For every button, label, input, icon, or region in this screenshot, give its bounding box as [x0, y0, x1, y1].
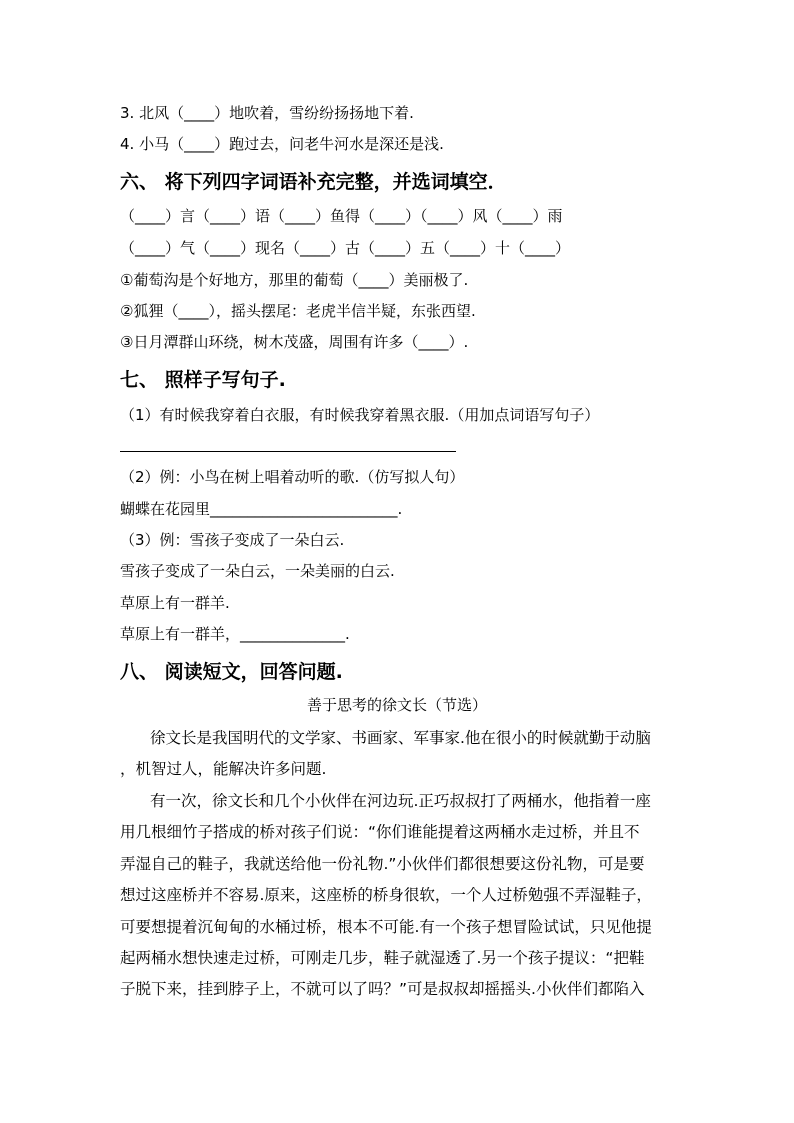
section-6-heading: 六、 将下列四字词语补充完整，并选词填空． [120, 171, 507, 193]
fill-question-2: ②狐狸（____），摇头摆尾：老虎半信半疑，东张西望. [120, 302, 476, 320]
question-item-4: 4. 小马（____）跑过去，问老牛河水是深还是浅. [120, 135, 444, 153]
section-7-heading: 七、 照样子写句子. [120, 369, 286, 391]
exercise-3-answer-line: 草原上有一群羊，______________. [120, 625, 350, 643]
idiom-row-2: （____）气（____）现名（____）古（____）五（____）十（____） [120, 239, 571, 257]
passage-line: 可要想提着沉甸甸的水桶过桥，根本不可能.有一个孩子想冒险试试，只见他提 [120, 918, 652, 936]
passage-line: 起两桶水想快速走过桥，可刚走几步，鞋子就湿透了.另一个孩子提议：“把鞋 [120, 949, 645, 967]
passage-title: 善于思考的徐文长（节选） [306, 696, 487, 714]
passage-line: 徐文长是我国明代的文学家、书画家、军事家.他在很小的时候就勤于动脑 [150, 729, 651, 747]
passage-line: 弄湿自己的鞋子，我就送给他一份礼物.”小伙伴们都很想要这份礼物，可是要 [120, 855, 645, 873]
exercise-3-model: 雪孩子变成了一朵白云，一朵美丽的白云. [120, 562, 395, 580]
fill-question-3: ③日月潭群山环绕，树木茂盛，周围有许多（____）. [120, 333, 469, 351]
passage-line: 用几根细竹子搭成的桥对孩子们说：“你们谁能提着这两桶水走过桥，并且不 [120, 823, 640, 841]
answer-line [120, 451, 456, 452]
passage-line: 想过这座桥并不容易.原来，这座桥的桥身很软，一个人过桥勉强不弄湿鞋子， [120, 886, 652, 904]
question-item-3: 3. 北风（____）地吹着，雪纷纷扬扬地下着. [120, 104, 414, 122]
section-8-heading: 八、 阅读短文，回答问题. [120, 661, 343, 683]
exercise-2-answer-line: 蝴蝶在花园里_________________________. [120, 500, 403, 518]
sentence-exercise-2: （2）例：小鸟在树上唱着动听的歌.（仿写拟人句） [120, 468, 465, 486]
passage-line: 有一次，徐文长和几个小伙伴在河边玩.正巧叔叔打了两桶水，他指着一座 [150, 792, 651, 810]
passage-line: ，机智过人，能解决许多问题. [120, 760, 327, 778]
passage-line: 子脱下来，挂到脖子上，不就可以了吗？”可是叔叔却摇摇头.小伙伴们都陷入 [120, 980, 645, 998]
fill-question-1: ①葡萄沟是个好地方，那里的葡萄（____）美丽极了. [120, 271, 469, 289]
idiom-row-1: （____）言（____）语（____）鱼得（____）（____）风（____）雨 [120, 207, 563, 225]
exercise-3-given: 草原上有一群羊. [120, 594, 230, 612]
sentence-exercise-3: （3）例：雪孩子变成了一朵白云. [120, 531, 345, 549]
sentence-exercise-1: （1）有时候我穿着白衣服，有时候我穿着黑衣服.（用加点词语写句子） [120, 406, 600, 424]
